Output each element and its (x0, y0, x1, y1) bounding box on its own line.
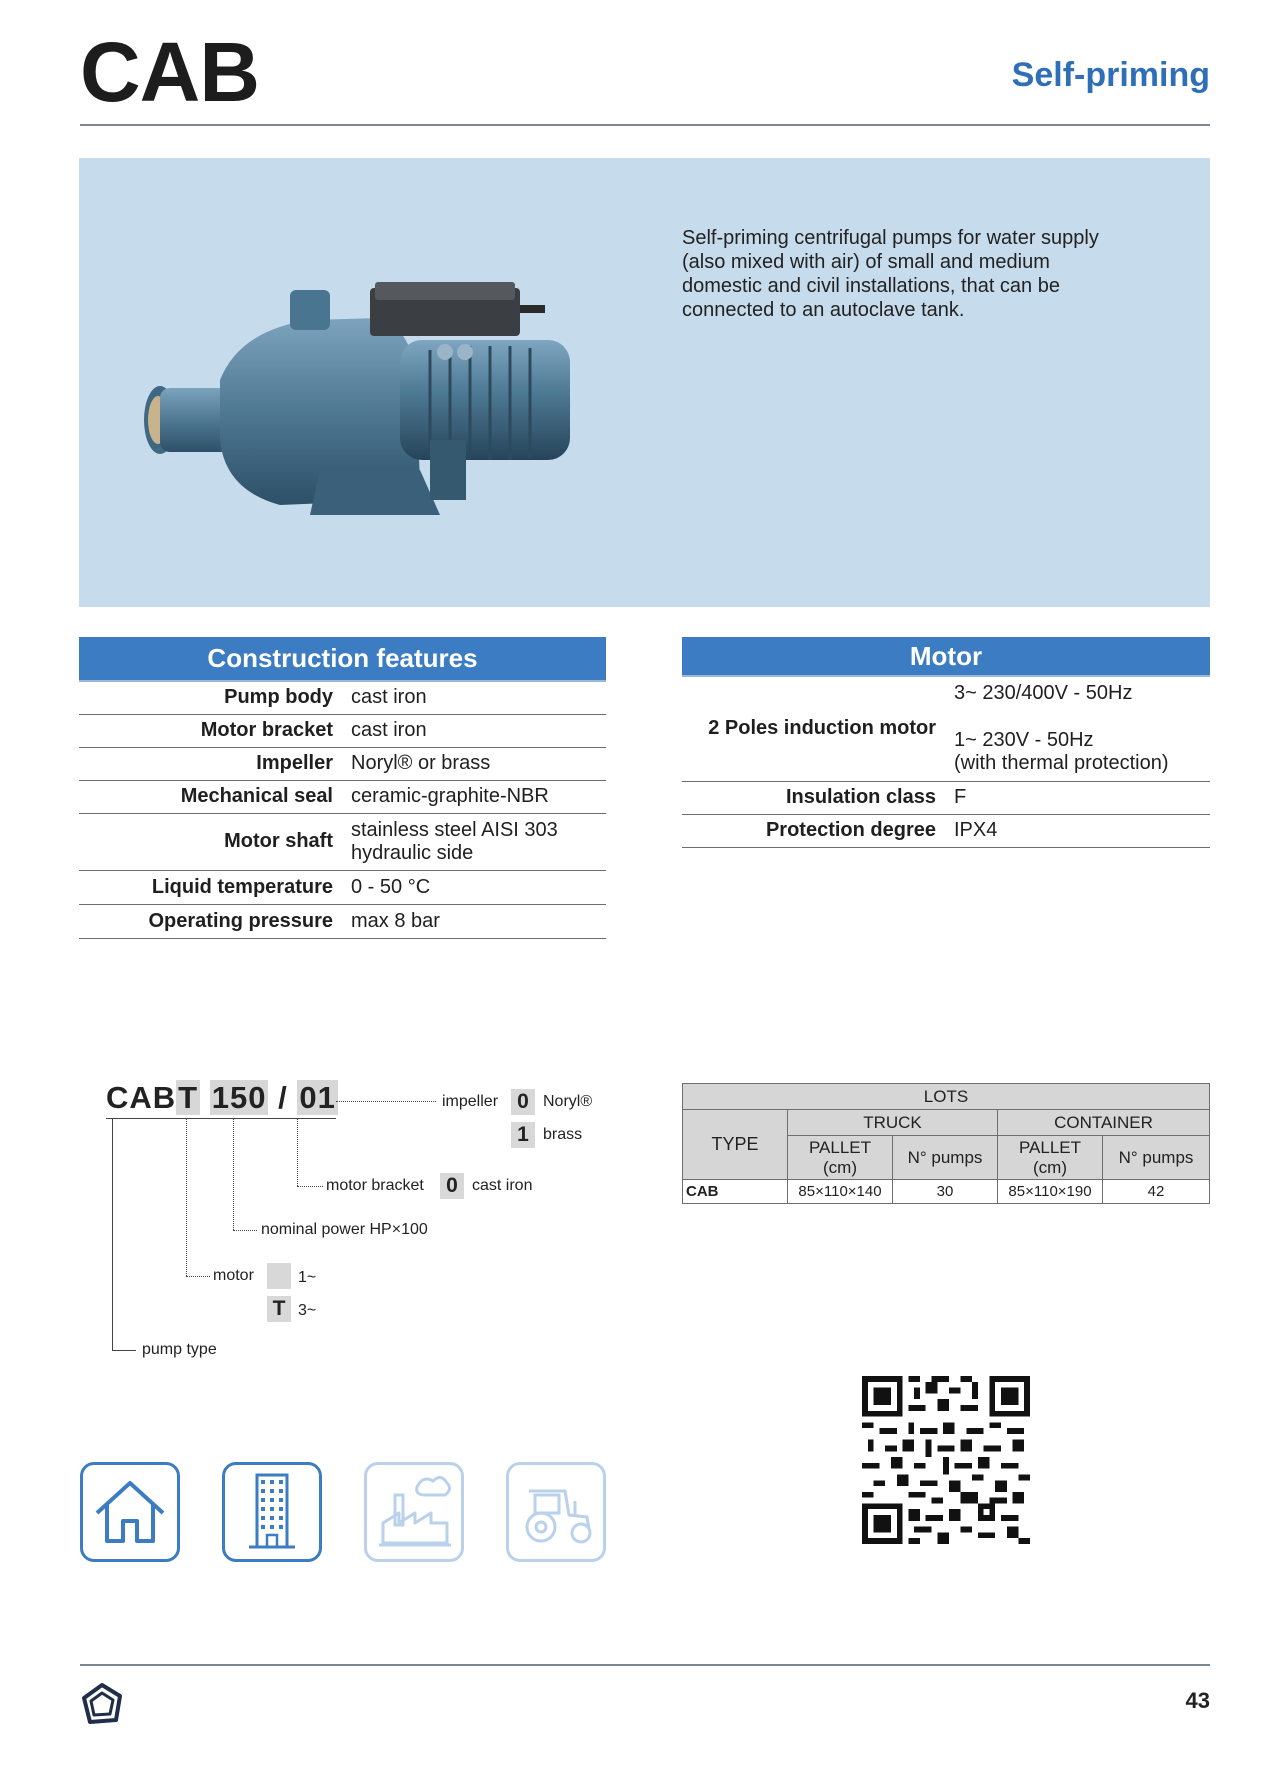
code-part-motor: T (178, 1080, 199, 1115)
lots-type-cell: CAB (683, 1180, 788, 1204)
impeller-option-label: brass (543, 1126, 583, 1143)
connector-line (233, 1230, 257, 1231)
code-part-power: 150 (211, 1080, 267, 1115)
lots-heading: LOTS (683, 1084, 1210, 1110)
motor-option-label: 1~ (298, 1269, 317, 1286)
truck-pallet-header (788, 1136, 893, 1180)
feature-value: ceramic-graphite-NBR (351, 780, 606, 813)
container-pallet-cell: 85×110×190 (998, 1180, 1103, 1204)
motor-label: 2 Poles induction motor (682, 677, 954, 781)
table-row (682, 781, 1210, 814)
feature-label: Mechanical seal (79, 780, 351, 813)
container-pumps-header: N° pumps (1103, 1136, 1210, 1180)
connector-line (112, 1118, 113, 1350)
feature-value: Noryl® or brass (351, 747, 606, 780)
feature-value: cast iron (351, 681, 606, 714)
table-row (79, 747, 606, 780)
table-row (79, 813, 606, 870)
footer-divider (80, 1664, 1210, 1666)
motor-value-line: 1~ 230V - 50Hz (954, 729, 1094, 752)
motor-label: Insulation class (682, 781, 954, 814)
feature-value: 0 - 50 °C (351, 870, 606, 904)
code-part-slash: / (278, 1080, 288, 1115)
pump-type-label: pump type (142, 1341, 217, 1358)
container-pallet-header (998, 1136, 1103, 1180)
power-label: nominal power HP×100 (261, 1221, 428, 1238)
brand-logo-icon (80, 1682, 124, 1726)
bracket-code-box: 0 (440, 1173, 464, 1199)
motor-value: IPX4 (954, 814, 1210, 847)
feature-label: Operating pressure (79, 904, 351, 938)
connector-line (112, 1350, 136, 1351)
model-code (106, 1082, 338, 1113)
motor-option-label: 3~ (298, 1302, 317, 1319)
connector-line (336, 1101, 436, 1102)
pallet-unit: (cm) (823, 1157, 857, 1177)
motor-value-line: (with thermal protection) (954, 752, 1169, 775)
container-pumps-cell: 42 (1103, 1180, 1210, 1204)
code-part-variant: 01 (299, 1080, 336, 1115)
building-icon (225, 1465, 319, 1559)
impeller-code-box: 0 (511, 1089, 535, 1115)
feature-label: Motor shaft (79, 813, 351, 870)
tractor-icon (509, 1465, 603, 1559)
construction-heading: Construction features (79, 637, 606, 682)
code-part-pump: CAB (106, 1080, 177, 1115)
table-row (682, 814, 1210, 847)
type-header: TYPE (683, 1110, 788, 1180)
pallet-label: PALLET (808, 1137, 872, 1157)
table-row (79, 714, 606, 747)
feature-label: Pump body (79, 681, 351, 714)
house-icon (83, 1465, 177, 1559)
product-description: Self-priming centrifugal pumps for water supply (also mixed with air) of small and medium domestic and civil installations, that can be connected to an autoclave tank. (682, 227, 1099, 321)
motor-label: Protection degree (682, 814, 954, 847)
motor-code-box: T (267, 1296, 291, 1322)
impeller-label: impeller (442, 1093, 499, 1110)
feature-value: max 8 bar (351, 904, 606, 938)
qr-code (862, 1376, 1030, 1544)
header-divider (80, 124, 1210, 126)
table-row (683, 1180, 1210, 1204)
pump-image (130, 270, 610, 530)
bracket-label: motor bracket (326, 1177, 424, 1194)
impeller-code-box: 1 (511, 1122, 535, 1148)
feature-label: Impeller (79, 747, 351, 780)
connector-line (106, 1118, 336, 1119)
impeller-option-label: Noryl® (543, 1093, 593, 1110)
connector-line (297, 1118, 298, 1186)
motor-table (682, 677, 1210, 848)
motor-code-box (267, 1263, 291, 1289)
container-header: CONTAINER (998, 1110, 1210, 1136)
connector-line (186, 1118, 187, 1276)
table-row (79, 870, 606, 904)
feature-value-line: stainless steel AISI 303 (351, 818, 558, 841)
truck-pumps-header: N° pumps (893, 1136, 998, 1180)
table-row (79, 904, 606, 938)
feature-label: Liquid temperature (79, 870, 351, 904)
table-row (683, 1110, 1210, 1136)
building-tile (222, 1462, 322, 1562)
connector-line (186, 1276, 210, 1277)
category-label: Self-priming (1011, 56, 1210, 94)
truck-pallet-cell: 85×110×140 (788, 1180, 893, 1204)
truck-pumps-cell: 30 (893, 1180, 998, 1204)
table-row (683, 1084, 1210, 1110)
motor-code-label: motor (213, 1267, 254, 1284)
motor-value (954, 677, 1210, 781)
tractor-tile (506, 1462, 606, 1562)
feature-label: Motor bracket (79, 714, 351, 747)
table-row (79, 681, 606, 714)
motor-value-line: 3~ 230/400V - 50Hz (954, 682, 1133, 705)
connector-line (297, 1186, 323, 1187)
page-number: 43 (1185, 1688, 1210, 1713)
motor-value: F (954, 781, 1210, 814)
motor-heading: Motor (682, 637, 1210, 677)
connector-line (233, 1118, 234, 1230)
pallet-unit: (cm) (1033, 1157, 1067, 1177)
factory-tile (364, 1462, 464, 1562)
table-row (79, 780, 606, 813)
lots-table (682, 1083, 1210, 1204)
truck-header: TRUCK (788, 1110, 998, 1136)
bracket-option-label: cast iron (472, 1177, 533, 1194)
factory-icon (367, 1465, 461, 1559)
house-tile (80, 1462, 180, 1562)
pallet-label: PALLET (1018, 1137, 1082, 1157)
construction-table (79, 681, 606, 939)
feature-value (351, 813, 606, 870)
feature-value-line: hydraulic side (351, 841, 474, 864)
table-row (682, 677, 1210, 781)
page-title: CAB (80, 25, 259, 119)
feature-value: cast iron (351, 714, 606, 747)
